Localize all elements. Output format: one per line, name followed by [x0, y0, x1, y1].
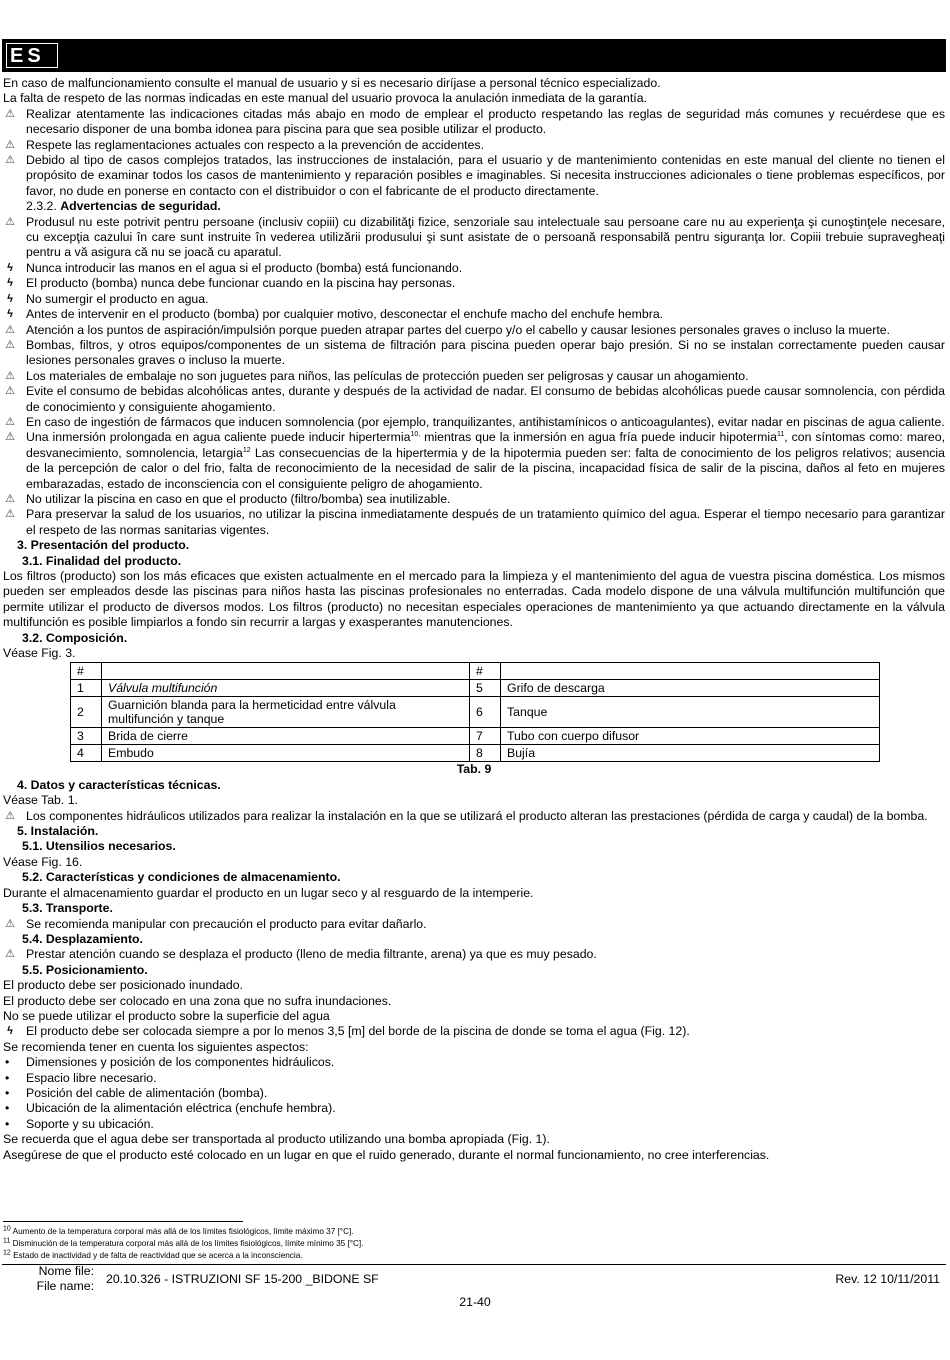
footer-filename: 20.10.326 - ISTRUZIONI SF 15-200 _BIDONE SF — [106, 1272, 379, 1286]
section-text: Los filtros (producto) son los más eficaces que existen actualmente en el mercado para la limpieza y el mantenimiento del agua de vuestra piscina doméstica. Los mismos pueden ser empleados desde las piscinas para niños hasta las piscinas profesionales no enterradas. Cada modelo dispone de una válvula multifunción multifunción que permite utilizar el producto de diversos modos. Los filtros (producto) no necesitan especiales operaciones de mantenimiento ya que actuando directamente en la válvula multifunción es posible limpiarlos a fondo sin recurrir a largas y exasperantes manutenciones. — [3, 569, 945, 630]
table-cell: Grifo de descarga — [501, 680, 880, 697]
lightning-bolt-icon: ϟ — [7, 277, 13, 290]
warning-triangle-icon: ⚠ — [5, 431, 15, 444]
section-heading-5-1: 5.1. Utensilios necesarios. — [22, 839, 176, 854]
table-cell: 1 — [71, 680, 102, 697]
footer-file-label: Nome file: File name: — [36, 1264, 94, 1293]
section-text: Se recuerda que el agua debe ser transportada al producto utilizando una bomba apropiada (Fig. 1). — [3, 1132, 550, 1147]
section-text: Durante el almacenamiento guardar el producto en un lugar seco y al resguardo de la intemperie. — [3, 885, 534, 900]
warning-triangle-icon: ⚠ — [5, 385, 15, 398]
electric-warning-item: ϟ No sumergir el producto en agua. — [3, 292, 945, 307]
bullet-item: • Posición del cable de alimentación (bomba). — [5, 1085, 268, 1100]
bullet-icon: • — [5, 1055, 10, 1070]
intro-line: En caso de malfuncionamiento consulte el manual de usuario y si es necesario diríjase a personal técnico especializado. — [3, 76, 661, 90]
lightning-bolt-icon: ϟ — [7, 261, 13, 274]
footer-separator — [2, 1264, 946, 1265]
table-header-cell: # — [71, 663, 102, 680]
lightning-bolt-icon: ϟ — [7, 308, 13, 321]
warning-item: ⚠ Atención a los puntos de aspiración/impulsión porque pueden atrapar partes del cuerpo y/o el cabello y causar lesiones personales graves o incluso la muerte. — [3, 323, 945, 338]
bullet-item: • Ubicación de la alimentación eléctrica (enchufe hembra). — [5, 1101, 336, 1116]
section-heading-2-3-2: 2.3.2. Advertencias de seguridad. — [26, 199, 221, 214]
warning-item: ⚠ En caso de ingestión de fármacos que inducen somnolencia (por ejemplo, tranquilizantes, antihistamínicos o anticoagulantes), evitar nadar en piscinas de agua caliente. — [3, 415, 945, 430]
lightning-bolt-icon: ϟ — [7, 1025, 13, 1038]
warning-item: ⚠ Los materiales de embalaje no son juguetes para niños, las películas de protección pueden ser peligrosas y causar un ahogamiento. — [3, 369, 945, 384]
warning-item: ⚠ Se recomienda manipular con precaución el producto para evitar dañarlo. — [3, 917, 945, 932]
table-cell: 5 — [470, 680, 501, 697]
bullet-icon: • — [5, 1070, 10, 1085]
electric-warning-item: ϟ Nunca introducir las manos en el agua si el producto (bomba) está funcionando. — [3, 261, 945, 276]
section-heading-5-3: 5.3. Transporte. — [22, 901, 113, 916]
footer-revision: Rev. 12 10/11/2011 — [835, 1272, 940, 1286]
section-heading-5: 5. Instalación. — [17, 824, 99, 839]
section-heading-4: 4. Datos y características técnicas. — [17, 777, 221, 792]
table-header-row — [71, 663, 880, 680]
table-cell: Embudo — [102, 745, 470, 762]
page-number: 21-40 — [459, 1295, 491, 1309]
language-code: ES — [6, 43, 58, 68]
footnote-ref: 10, — [410, 431, 421, 439]
table-cell: 7 — [470, 728, 501, 745]
footnote: $^{12}$ Estado de inactividad y de falta de reactividad que se acerca a la inconsciencia. — [3, 1249, 303, 1260]
warning-triangle-icon: ⚠ — [5, 154, 15, 167]
table-cell: Brida de cierre — [102, 728, 470, 745]
warning-triangle-icon: ⚠ — [5, 492, 15, 505]
warning-triangle-icon: ⚠ — [5, 415, 15, 428]
section-heading-5-5: 5.5. Posicionamiento. — [22, 962, 148, 977]
warning-triangle-icon: ⚠ — [5, 917, 15, 930]
section-heading-5-4: 5.4. Desplazamiento. — [22, 931, 143, 946]
warning-item: ⚠ Prestar atención cuando se desplaza el producto (lleno de media filtrante, arena) ya que es muy pesado. — [3, 947, 945, 962]
lightning-bolt-icon: ϟ — [7, 292, 13, 305]
bullet-item: • Dimensiones y posición de los componentes hidráulicos. — [5, 1055, 335, 1070]
intro-line: La falta de respeto de las normas indicadas en este manual del usuario provoca la anulación inmediata de la garantía. — [3, 91, 647, 106]
section-heading-3-1: 3.1. Finalidad del producto. — [22, 553, 182, 568]
electric-warning-item: ϟ Antes de intervenir en el producto (bomba) por cualquier motivo, desconectar el enchufe macho del enchufe hembra. — [3, 307, 945, 322]
electric-warning-item: ϟ El producto debe ser colocada siempre a por lo menos 3,5 [m] del borde de la piscina de donde se toma el agua (Fig. 12). — [3, 1024, 945, 1039]
footnote: $^{10}$ Aumento de la temperatura corporal más allá de los límites fisiológicos, límite máximo 37 [°C]. — [3, 1225, 354, 1236]
warning-triangle-icon: ⚠ — [5, 508, 15, 521]
warning-triangle-icon: ⚠ — [5, 369, 15, 382]
bullet-icon: • — [5, 1101, 10, 1116]
page-content — [3, 76, 945, 1163]
warning-item-hyperthermia: ⚠ Una inmersión prolongada en agua caliente puede inducir hipertermia$^{10,}$ mientras que la inmersión en agua fría puede inducir hipotermia$^{11}$, con síntomas como: mareo, desvanecimiento, somnolencia, letargia$^{12}$ Las consecuencias de la hipertermia y de la hipotermia pueden ser: falta de conocimiento de los peligros relativos; ausencia de la percepción de calor o del frio, falta de reconocimiento de la necesidad de salir de la piscina, incapacidad física de salir de la piscina, daños al feto en mujeres embarazadas, estado de inconsciencia con el consiguiente peligro de ahogamiento. — [3, 430, 945, 492]
table-caption: Tab. 9 — [456, 762, 492, 777]
warning-item: ⚠ Evite el consumo de bebidas alcohólicas antes, durante y después de la actividad de nadar. El consumo de bebidas alcohólicas puede causar somnolencia, con pérdida de conocimiento y consiguiente ahogamiento. — [3, 384, 945, 415]
section-heading-3: 3. Presentación del producto. — [17, 538, 190, 553]
warning-triangle-icon: ⚠ — [5, 948, 15, 961]
warning-item: ⚠ Realizar atentamente las indicaciones citadas más abajo en modo de emplear el producto respetando las reglas de seguridad más comunes y recuérdese que es necesario disponer de una bomba idonea para piscina para que sea posible utilizar el producto. — [3, 107, 945, 138]
warning-item: ⚠ Produsul nu este potrivit pentru persoane (inclusiv copiii) cu dizabilităţi fizice, senzoriale sau intelectuale sau persoane care nu au experienţa şi cunoştinţele necesare, cu excepţia cazului în care sunt instruite în vederea utilizării produsului şi sunt asistate de o persoană responsabilă pentru siguranţa lor. Copiii trebuie supravegheaţi pentru a vă asigura că nu se joacă cu aparatul. — [3, 215, 945, 261]
bullet-item: • Soporte y su ubicación. — [5, 1116, 154, 1131]
warning-item: ⚠ Bombas, filtros, y otros equipos/componentes de un sistema de filtración para piscina pueden operar bajo presión. Si no se instalan correctamente pueden causar lesiones personales graves o incluso la muerte. — [3, 338, 945, 369]
warning-triangle-icon: ⚠ — [5, 323, 15, 336]
table-reference: Véase Tab. 1. — [3, 793, 78, 808]
section-text: Asegúrese de que el producto esté colocado en un lugar en que el ruido generado, durante el normal funcionamiento, no cree interferencias. — [3, 1147, 770, 1162]
warning-item: ⚠ Debido al tipo de casos complejos tratados, las instrucciones de instalación, para el usuario y de mantenimiento contenidas en este manual del cliente no tienen el propósito de examinar todos los casos de mantenimiento y reparación posibles e imaginables. Si necesita instrucciones adicionales o tiene problemas específicos, por favor, no dude en ponerse en contacto con el distribuidor o con el fabricante de el producto directamente. — [3, 153, 945, 199]
warning-triangle-icon: ⚠ — [5, 338, 15, 351]
warning-triangle-icon: ⚠ — [5, 215, 15, 228]
table-cell: 3 — [71, 728, 102, 745]
table-cell: Válvula multifunción — [102, 680, 470, 697]
section-text: Se recomienda tener en cuenta los siguientes aspectos: — [3, 1039, 309, 1054]
footnote-ref: 12 — [242, 446, 251, 454]
section-text: El producto debe ser colocado en una zona que no sufra inundaciones. — [3, 993, 392, 1008]
section-text: No se puede utilizar el producto sobre la superficie del agua — [3, 1008, 330, 1023]
section-heading-3-2: 3.2. Composición. — [22, 630, 128, 645]
language-header-bar — [2, 39, 946, 72]
section-heading-5-2: 5.2. Características y condiciones de almacenamiento. — [22, 870, 341, 885]
figure-reference: Véase Fig. 16. — [3, 854, 83, 869]
composition-table — [70, 662, 880, 762]
table-row — [71, 728, 880, 745]
warning-item: ⚠ Respete las reglamentaciones actuales con respecto a la prevención de accidentes. — [3, 138, 945, 153]
warning-item: ⚠ Los componentes hidráulicos utilizados para realizar la instalación en la que se utilizará el producto alteran las prestaciones (pérdida de carga y caudal) de la bomba. — [3, 809, 945, 824]
table-cell: Tanque — [501, 697, 880, 728]
section-text: El producto debe ser posicionado inundado. — [3, 978, 243, 993]
warning-item: ⚠ Para preservar la salud de los usuarios, no utilizar la piscina inmediatamente después de un tratamiento químico del agua. Esperar el tiempo necesario para garantizar el respeto de las normas sanitarias vigentes. — [3, 507, 945, 538]
table-header-cell — [102, 663, 470, 680]
warning-item: ⚠ No utilizar la piscina en caso en que el producto (filtro/bomba) sea inutilizable. — [3, 492, 945, 507]
table-header-cell: # — [470, 663, 501, 680]
warning-triangle-icon: ⚠ — [5, 107, 15, 120]
table-header-cell — [501, 663, 880, 680]
footnote: $^{11}$ Disminución de la temperatura corporal más allá de los límites fisiológicos, límite mínimo 35 [°C]. — [3, 1237, 364, 1248]
footnote-separator — [3, 1221, 243, 1222]
table-cell: 4 — [71, 745, 102, 762]
bullet-icon: • — [5, 1116, 10, 1131]
warning-triangle-icon: ⚠ — [5, 809, 15, 822]
warning-triangle-icon: ⚠ — [5, 138, 15, 151]
figure-reference: Véase Fig. 3. — [3, 646, 76, 661]
table-cell: Guarnición blanda para la hermeticidad entre válvula multifunción y tanque — [102, 697, 470, 728]
footnote-ref: 11 — [776, 431, 785, 439]
table-cell: 2 — [71, 697, 102, 728]
table-row — [71, 697, 880, 728]
table-row — [71, 745, 880, 762]
table-row — [71, 680, 880, 697]
bullet-icon: • — [5, 1085, 10, 1100]
table-cell: Bujía — [501, 745, 880, 762]
electric-warning-item: ϟ El producto (bomba) nunca debe funcionar cuando en la piscina hay personas. — [3, 276, 945, 291]
table-cell: 6 — [470, 697, 501, 728]
table-cell: Tubo con cuerpo difusor — [501, 728, 880, 745]
table-cell: 8 — [470, 745, 501, 762]
bullet-item: • Espacio libre necesario. — [5, 1070, 157, 1085]
